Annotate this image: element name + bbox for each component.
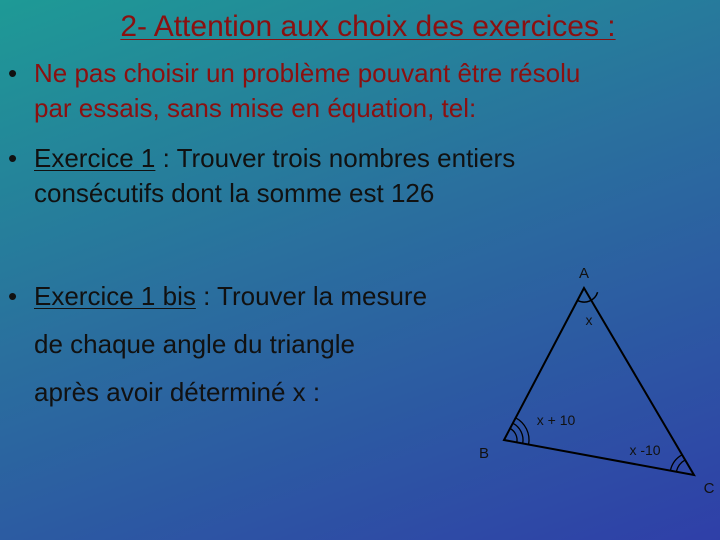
exercise-1-bis-rest: : Trouver la mesure — [195, 281, 428, 311]
exercise-1-label: Exercice 1 — [34, 143, 156, 173]
vertex-b-label: B — [478, 445, 490, 462]
angle-b-label: x + 10 — [536, 412, 576, 428]
bullet-1-line-2: par essais, sans mise en équation, tel: — [34, 93, 477, 123]
bullet-dot: • — [8, 281, 18, 311]
vertex-c-label: C — [703, 480, 715, 497]
bullet-dot: • — [8, 143, 18, 173]
slide-title-text: 2- Attention aux choix des exercices : — [120, 10, 616, 43]
bullet-3-line-2: de chaque angle du triangle — [34, 329, 355, 359]
triangle-shape — [504, 288, 694, 475]
angle-a-label: x — [585, 312, 593, 328]
bullet-3-line-3: après avoir déterminé x : — [34, 377, 321, 407]
vertex-a-label: A — [578, 265, 590, 282]
angle-c-label: x -10 — [629, 442, 661, 458]
bullet-1-line-1: Ne pas choisir un problème pouvant être résolu — [34, 58, 581, 88]
exercise-1-rest: : Trouver trois nombres entiers — [155, 143, 516, 173]
angle-b-arc-2 — [513, 423, 523, 443]
angle-c-arc-2 — [676, 460, 685, 472]
bullet-2-line-2: consécutifs dont la somme est 126 — [34, 178, 435, 208]
bullet-dot: • — [8, 58, 18, 88]
exercise-1-bis-label: Exercice 1 bis — [34, 281, 196, 311]
